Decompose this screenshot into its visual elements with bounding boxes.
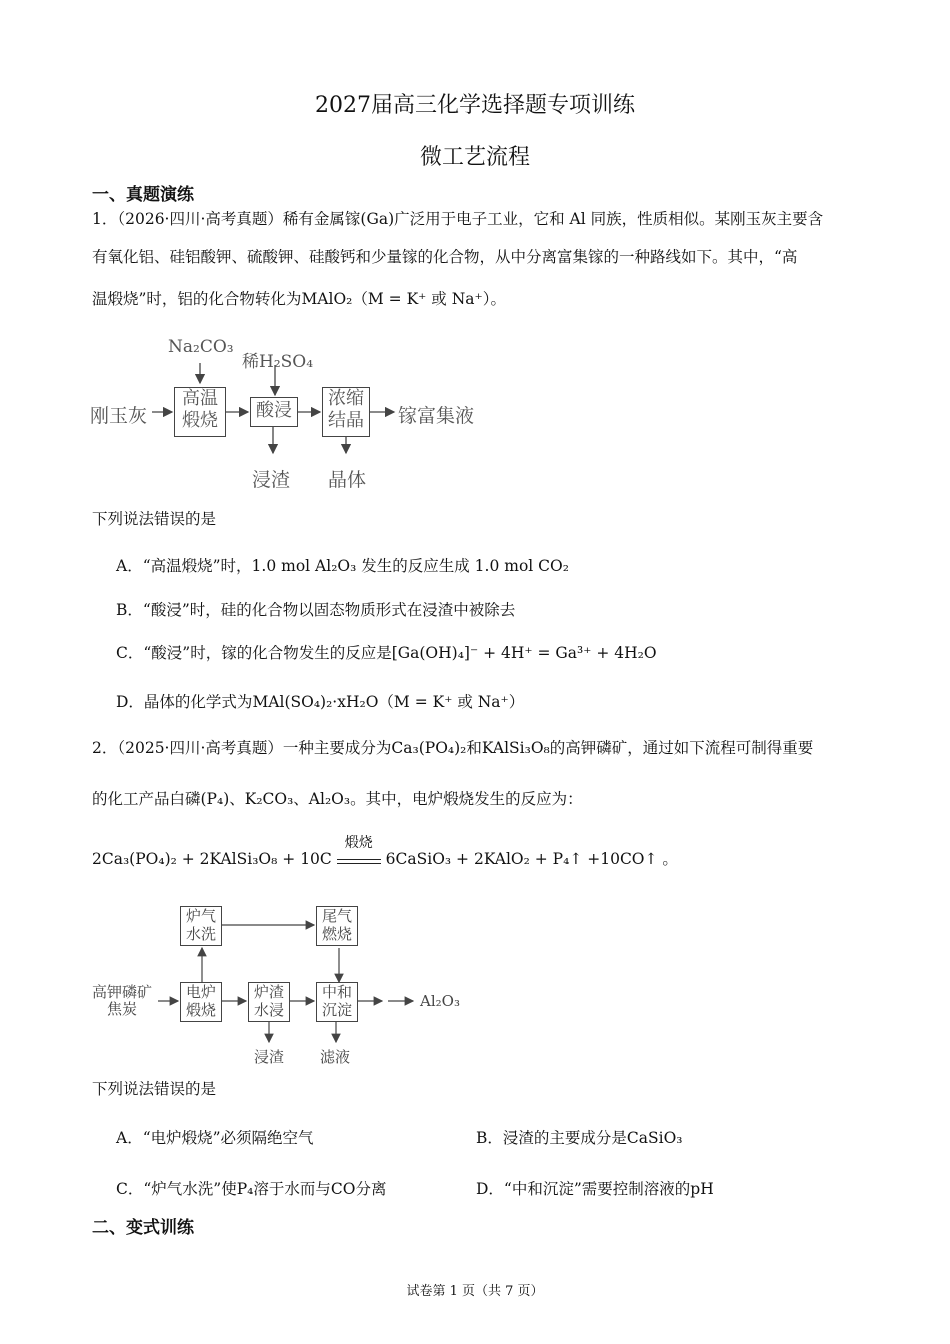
q2-box-gas-wash-line2: 水洗 [185, 925, 216, 943]
q1-option-d-formula: MAl(SO₄)₂·xH₂O（M = K⁺ 或 Na⁺） [252, 693, 525, 711]
q1-option-a [116, 554, 569, 576]
section2-heading: 二、变式训练 [92, 1218, 194, 1238]
q1-option-d [116, 690, 524, 712]
q2-output: Al₂O₃ [420, 992, 460, 1010]
q1-box-crystallize [322, 387, 370, 437]
q2-equation-condition: 煅烧 [344, 835, 373, 851]
q1-stem-line2: 有氧化铝、硅铝酸钾、硫酸钾、硅酸钙和少量镓的化合物，从中分离富集镓的一种路线如下。其中，“高 [92, 248, 798, 266]
q2-box-furnace-line2: 煅烧 [185, 1001, 216, 1019]
q2-input [92, 984, 152, 1018]
page-footer: 试卷第 1 页（共 7 页） [406, 1284, 544, 1299]
q1-reagent-h2so4: 稀H₂SO₄ [242, 352, 314, 372]
q2-equation [92, 835, 678, 868]
q2-option-a: A．“电炉煅烧”必须隔绝空气 [116, 1129, 314, 1147]
q2-option-c-text: C．“炉气水洗”使 [116, 1180, 237, 1198]
q2-option-d-formula: pH [690, 1180, 714, 1198]
q1-byproduct-crystal: 晶体 [328, 469, 367, 491]
q2-option-c [116, 1177, 386, 1199]
q2-equation-right: 6CaSiO₃ + 2KAlO₂ + P₄↑ +10CO↑ 。 [385, 850, 678, 868]
q1-stem-formula: MAlO₂（M = K⁺ 或 Na⁺）。 [301, 290, 506, 308]
q1-option-a-formula: 1.0 mol Al₂O₃ 发生的反应生成 1.0 mol CO₂ [251, 557, 569, 575]
q2-option-b-formula: CaSiO₃ [626, 1129, 683, 1147]
q1-option-c-formula: [Ga(OH)₄]⁻ + 4H⁺ = Ga³⁺ + 4H₂O [391, 644, 657, 662]
q2-option-b [476, 1126, 683, 1148]
q2-option-c-post: 分离 [355, 1180, 387, 1198]
q2-equation-equals [337, 859, 381, 864]
q2-box-gas-wash [180, 906, 222, 946]
page-title: 2027届高三化学选择题专项训练 [315, 93, 635, 118]
section1-heading: 一、真题演练 [92, 185, 194, 205]
q1-box-crystallize-line1: 浓缩 [328, 388, 364, 409]
q1-box-crystallize-line2: 结晶 [328, 410, 364, 431]
q2-byproduct-filtrate: 滤液 [320, 1048, 351, 1066]
q1-byproduct-residue: 浸渣 [252, 469, 291, 491]
q2-option-b-text: B．浸渣的主要成分是 [476, 1129, 627, 1147]
q2-input-line1: 高钾磷矿 [92, 983, 153, 1001]
q2-box-tailgas-burn [316, 906, 358, 946]
q1-option-c-text: C．“酸浸”时，镓的化合物发生的反应是 [116, 644, 392, 662]
q2-box-neutralize-line2: 沉淀 [321, 1001, 352, 1019]
q2-input-line2: 焦炭 [107, 1000, 138, 1018]
q2-box-slag-leach-line2: 水浸 [253, 1001, 284, 1019]
q2-box-slag-leach [248, 982, 290, 1022]
q1-stem-line3 [92, 292, 506, 308]
q1-flowchart [88, 335, 508, 495]
q1-prompt: 下列说法错误的是 [92, 510, 217, 528]
q2-box-furnace [180, 982, 222, 1022]
q2-stem-line1 [92, 741, 813, 757]
q2-stem-line1-mid: 和 [466, 739, 482, 757]
q2-box-neutralize-line1: 中和 [321, 983, 352, 1001]
q2-box-furnace-line1: 电炉 [185, 983, 216, 1001]
q1-box-calcination-line1: 高温 [182, 388, 218, 409]
q2-equation-left: 2Ca₃(PO₄)₂ + 2KAlSi₃O₈ + 10C [92, 850, 332, 868]
q1-box-calcination [174, 387, 226, 437]
q1-box-acid-leach: 酸浸 [250, 397, 298, 427]
q2-formula-kalsi3o8: KAlSi₃O₈ [481, 739, 550, 757]
q2-option-c-co: CO [330, 1180, 356, 1198]
q2-stem-line2: 的化工产品白磷(P₄)、K₂CO₃、Al₂O₃。其中，电炉煅烧发生的反应为： [92, 790, 583, 808]
q1-option-b: B．“酸浸”时，硅的化合物以固态物质形式在浸渣中被除去 [116, 601, 516, 619]
q2-prompt: 下列说法错误的是 [92, 1080, 217, 1098]
q2-option-c-p4: P₄ [236, 1180, 254, 1198]
q2-equation-arrow [337, 835, 381, 864]
q1-input: 刚玉灰 [90, 405, 148, 427]
q2-box-slag-leach-line1: 炉渣 [253, 983, 284, 1001]
q2-stem-line1-text: 2．（2025·四川·高考真题）一种主要成分为 [92, 739, 392, 757]
q2-box-tailgas-burn-line1: 尾气 [321, 907, 352, 925]
q1-option-a-text: A．“高温煅烧”时， [116, 557, 252, 575]
q1-output: 镓富集液 [398, 405, 475, 427]
q2-option-d-text: D．“中和沉淀”需要控制溶液的 [476, 1180, 691, 1198]
q2-formula-ca3po42: Ca₃(PO₄)₂ [391, 739, 467, 757]
q2-box-neutralize [316, 982, 358, 1022]
q1-reagent-na2co3: Na₂CO₃ [168, 337, 234, 357]
q2-flowchart [88, 900, 488, 1070]
q2-option-c-mid: 溶于水而与 [253, 1180, 331, 1198]
q2-option-d [476, 1177, 714, 1199]
q2-box-gas-wash-line1: 炉气 [185, 907, 216, 925]
q2-stem-line1-post: 的高钾磷矿，通过如下流程可制得重要 [549, 739, 814, 757]
q1-box-calcination-line2: 煅烧 [182, 410, 218, 431]
q2-box-tailgas-burn-line2: 燃烧 [321, 925, 352, 943]
q1-stem-line3-text: 温煅烧”时，铝的化合物转化为 [92, 290, 302, 308]
page-subtitle: 微工艺流程 [419, 145, 530, 170]
q1-option-d-text: D．晶体的化学式为 [116, 693, 253, 711]
q1-stem-line1: 1．（2026·四川·高考真题）稀有金属镓(Ga)广泛用于电子工业，它和 Al 同族，性质相似。某刚玉灰主要含 [92, 210, 824, 228]
q1-option-c [116, 641, 657, 663]
q2-byproduct-residue: 浸渣 [254, 1048, 285, 1066]
